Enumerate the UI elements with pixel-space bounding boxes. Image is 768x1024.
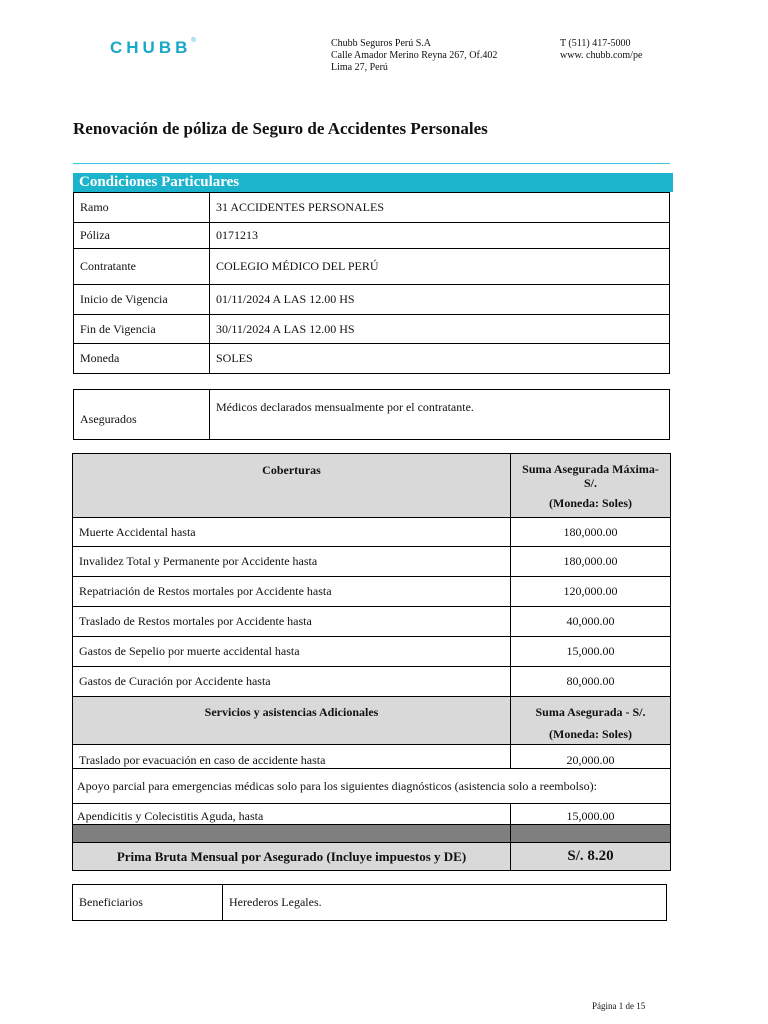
particulars-row <box>74 193 670 223</box>
page-number: Página 1 de 15 <box>592 1001 646 1011</box>
particulars-value: 0171213 <box>210 223 670 249</box>
company-phone: T (511) 417-5000 <box>560 38 631 49</box>
premium-label: Prima Bruta Mensual por Asegurado (Incluye impuestos y DE) <box>73 843 511 871</box>
separator-row <box>73 825 671 843</box>
particulars-label: Ramo <box>74 193 210 223</box>
services-header-right <box>511 697 671 745</box>
title-divider <box>73 163 670 164</box>
particulars-label: Moneda <box>74 344 210 374</box>
coverages-header-sum: Suma Asegurada Máxima- S/. <box>522 462 659 490</box>
service-note-row <box>73 769 671 804</box>
particulars-value: 30/11/2024 A LAS 12.00 HS <box>210 315 670 344</box>
document-title: Renovación de póliza de Seguro de Accidentes Personales <box>73 119 488 138</box>
particulars-table <box>73 192 670 374</box>
insured-label: Asegurados <box>74 390 210 440</box>
services-header-left: Servicios y asistencias Adicionales <box>73 697 511 745</box>
service-row <box>73 804 671 825</box>
coverage-amount: 180,000.00 <box>511 547 671 577</box>
service-name: Apendicitis y Colecistitis Aguda, hasta <box>73 804 511 825</box>
coverage-row <box>73 518 671 547</box>
particulars-value: 31 ACCIDENTES PERSONALES <box>210 193 670 223</box>
coverage-row <box>73 607 671 637</box>
particulars-value: COLEGIO MÉDICO DEL PERÚ <box>210 249 670 285</box>
particulars-row <box>74 249 670 285</box>
coverages-table <box>72 453 671 871</box>
section-title: Condiciones Particulares <box>73 173 673 192</box>
particulars-row <box>74 285 670 315</box>
coverages-header-currency: (Moneda: Soles) <box>549 496 632 510</box>
services-header-currency: (Moneda: Soles) <box>549 727 632 741</box>
coverage-amount: 80,000.00 <box>511 667 671 697</box>
coverages-header-left: Coberturas <box>73 454 511 518</box>
beneficiaries-row <box>73 885 667 921</box>
insured-value: Médicos declarados mensualmente por el contratante. <box>210 390 670 440</box>
premium-row <box>73 843 671 871</box>
coverages-header-right <box>511 454 671 518</box>
particulars-value: SOLES <box>210 344 670 374</box>
company-street: Calle Amador Merino Reyna 267, Of.402 <box>331 50 498 61</box>
coverage-row <box>73 667 671 697</box>
coverage-row <box>73 577 671 607</box>
service-row <box>73 745 671 769</box>
service-name: Traslado por evacuación en caso de accidente hasta <box>73 745 511 769</box>
company-website: www. chubb.com/pe <box>560 50 643 61</box>
beneficiaries-value: Herederos Legales. <box>223 885 667 921</box>
beneficiaries-table <box>72 884 667 921</box>
coverage-name: Traslado de Restos mortales por Accidente hasta <box>73 607 511 637</box>
particulars-label: Fin de Vigencia <box>74 315 210 344</box>
coverage-row <box>73 637 671 667</box>
coverage-row <box>73 547 671 577</box>
separator-cell <box>511 825 671 843</box>
particulars-row <box>74 223 670 249</box>
service-amount: 20,000.00 <box>511 745 671 769</box>
company-name: Chubb Seguros Perú S.A <box>331 38 432 49</box>
coverage-name: Gastos de Sepelio por muerte accidental hasta <box>73 637 511 667</box>
beneficiaries-label: Beneficiarios <box>73 885 223 921</box>
services-header-sum: Suma Asegurada - S/. <box>535 705 646 719</box>
particulars-value: 01/11/2024 A LAS 12.00 HS <box>210 285 670 315</box>
coverage-name: Gastos de Curación por Accidente hasta <box>73 667 511 697</box>
coverage-amount: 15,000.00 <box>511 637 671 667</box>
coverages-header <box>73 454 671 518</box>
coverage-amount: 40,000.00 <box>511 607 671 637</box>
insured-table <box>73 389 670 440</box>
service-note: Apoyo parcial para emergencias médicas solo para los siguientes diagnósticos (asistencia solo a reembolso): <box>73 769 671 804</box>
coverage-amount: 120,000.00 <box>511 577 671 607</box>
company-address <box>331 38 497 74</box>
particulars-row <box>74 344 670 374</box>
company-contact <box>560 38 642 62</box>
coverage-name: Muerte Accidental hasta <box>73 518 511 547</box>
insured-row <box>74 390 670 440</box>
company-city: Lima 27, Perú <box>331 62 388 73</box>
particulars-label: Contratante <box>74 249 210 285</box>
separator-cell <box>73 825 511 843</box>
premium-value: S/. 8.20 <box>511 843 671 871</box>
services-header <box>73 697 671 745</box>
coverage-amount: 180,000.00 <box>511 518 671 547</box>
coverage-name: Repatriación de Restos mortales por Accidente hasta <box>73 577 511 607</box>
coverage-name: Invalidez Total y Permanente por Accidente hasta <box>73 547 511 577</box>
particulars-label: Póliza <box>74 223 210 249</box>
particulars-label: Inicio de Vigencia <box>74 285 210 315</box>
chubb-logo: CHUBB® <box>110 38 196 57</box>
service-amount: 15,000.00 <box>511 804 671 825</box>
particulars-row <box>74 315 670 344</box>
